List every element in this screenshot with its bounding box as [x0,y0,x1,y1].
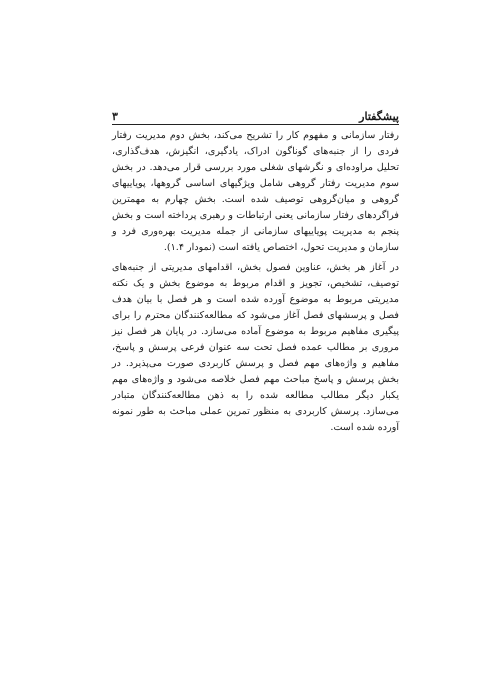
running-head [112,106,399,124]
page-number: ۳ [112,110,118,123]
paragraph-1: رفتار سازمانی و مفهوم کار را تشریح می‌کند، بخش دوم مدیریت رفتار فردی را از جنبه‌های گوناگون ادراک، یادگیری، انگیزش، هدف‌گذاری، تحلیل مراوده‌ای و نگرشهای شغلی مورد بررسی قرار می‌دهد. در بخش سوم مدیریت رفتار گروهی شامل ویژگیهای اساسی گروهها، پویاییهای گروهی و میان‌گروهی توصیف شده است. بخش چهارم به مهمترین فراگردهای رفتار سازمانی یعنی ارتباطات و رهبری پرداخته است و بخش پنجم به مدیریت پویاییهای سازمانی از جمله مدیریت بهره‌وری فرد و سازمان و مدیریت تحول، اختصاص یافته است (نمودار ۱.۴). [112,130,399,253]
running-head-title: پیشگفتار [359,110,399,123]
header-divider [112,124,399,125]
body-text [112,128,399,440]
paragraph-2: در آغاز هر بخش، عناوین فصول بخش، اقدامهای مدیریتی از جنبه‌های توصیف، تشخیص، تجویز و اقدام مربوط به موضوع بخش و یک نکته مدیریتی مربوط به موضوع آورده شده است و هر فصل با بیان هدف فصل و پرسشهای فصل آغاز می‌شود که مطالعه‌کنندگان محترم را برای پیگیری مفاهیم مربوط به موضوع آماده می‌سازد. در پایان هر فصل نیز مروری بر مطالب عمده فصل تحت سه عنوان فرعی پرسش و پاسخ، مفاهیم و واژه‌های مهم فصل و پرسش کاربردی صورت می‌پذیرد. در بخش پرسش و پاسخ مباحث مهم فصل خلاصه می‌شود و واژه‌های مهم یکبار دیگر مطالب مطالعه شده را به ذهن مطالعه‌کنندگان متبادر می‌سازد. پرسش کاربردی به منظور تمرین عملی مباحث به طور نمونه آورده شده است. [112,262,399,433]
